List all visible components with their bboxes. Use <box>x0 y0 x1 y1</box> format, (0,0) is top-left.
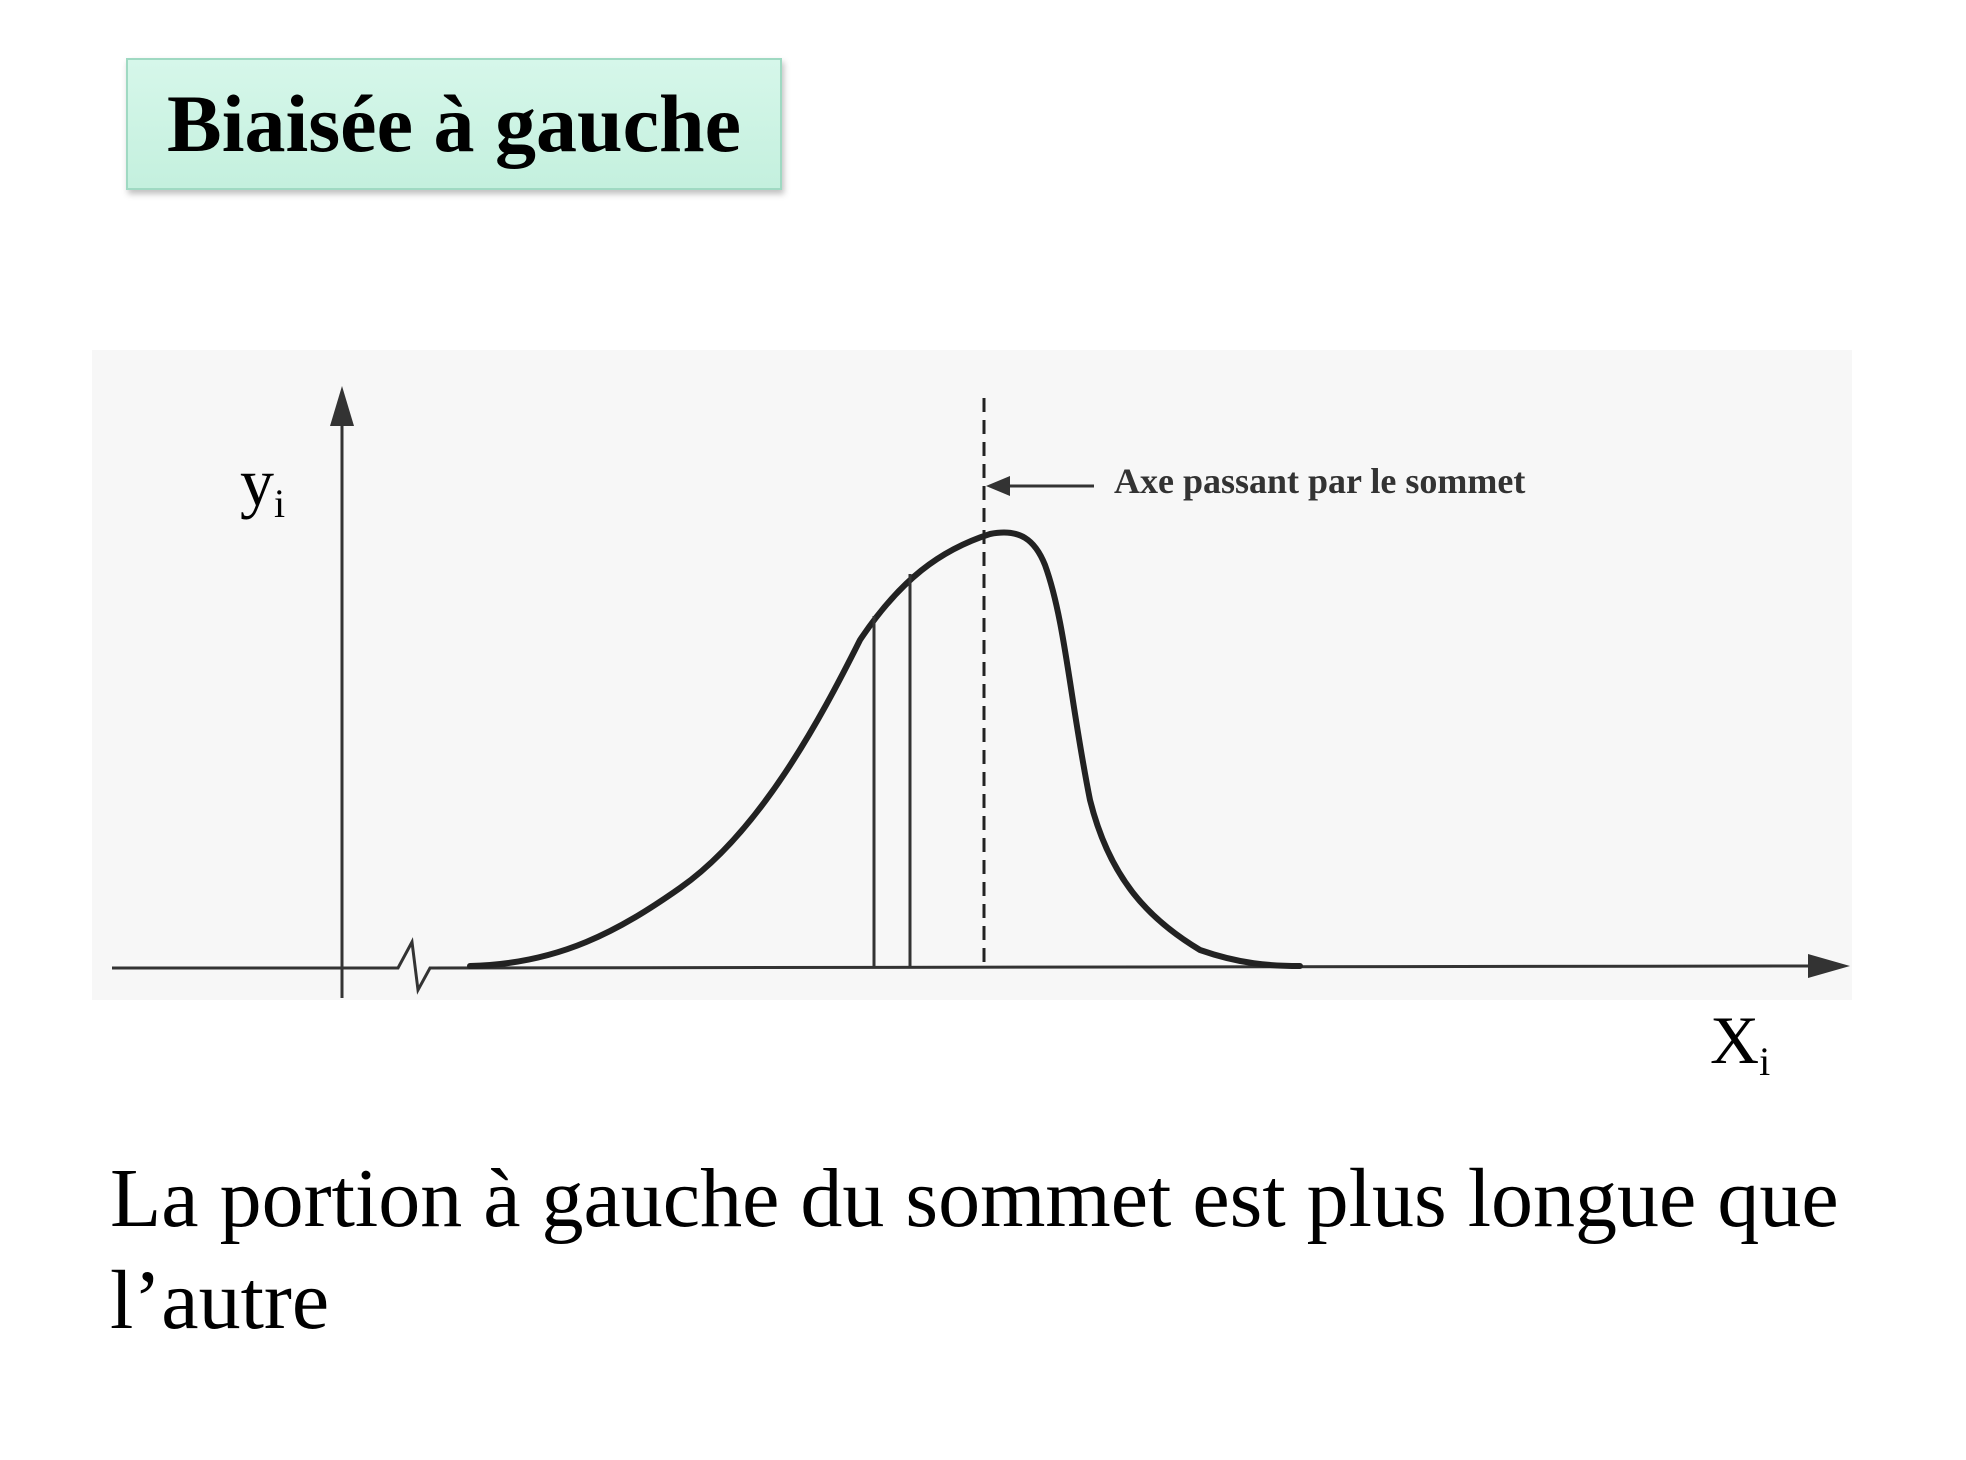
x-axis-arrowhead <box>1808 954 1850 978</box>
caption-text: La portion à gauche du sommet est plus longue que l’autre <box>110 1152 1839 1347</box>
y-axis-label: $y_i$ <box>240 444 286 526</box>
distribution-curve <box>470 532 1300 966</box>
annotation-arrowhead <box>986 476 1010 496</box>
y-axis-arrowhead <box>330 386 354 426</box>
x-axis-label: $X_i$ <box>1710 1002 1771 1084</box>
page-title: Biaisée à gauche <box>167 78 741 169</box>
x-axis <box>112 942 1820 990</box>
annotation-label: Axe passant par le sommet <box>1114 461 1526 501</box>
